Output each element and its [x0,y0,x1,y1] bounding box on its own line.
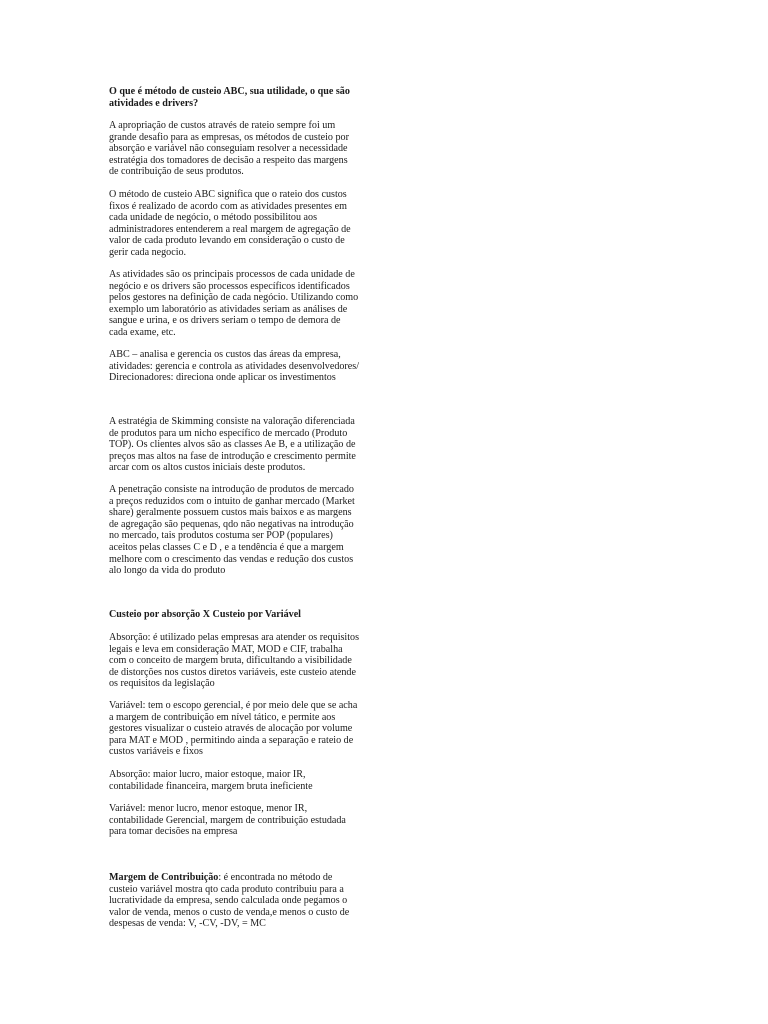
question-heading: O que é método de custeio ABC, sua utilidade, o que são atividades e drivers? [109,86,350,109]
penetration-paragraph: A penetração consiste na introdução de produtos de mercado a preços reduzidos com o intuito de ganhar mercado (Market share) geralmente possuem custos mais baixos e as margens de agregação são pequenas, qdo não negativas na introdução no mercado, tais produtos costuma ser POP (populares) aceitos pelas classes C e D , e a tendência é que a margem melhore com o crescimento das vendas e redução dos custos alo longo da vida do produto [109,484,355,577]
contribution-margin-term: Margem de Contribuição [109,872,219,883]
variable-summary-paragraph: Variável: menor lucro, menor estoque, menor IR, contabilidade Gerencial, margem de contribuição estudada para tomar decisões na empresa [109,803,346,838]
abc-intro-paragraph: A apropriação de custos através de rateio sempre foi um grande desafio para as empresas, os métodos de custeio por absorção e variável não conseguiam resolver a necessidade estratégia dos tomadores de decisão a respeito das margens de contribuição de seus produtos. [109,120,349,178]
skimming-paragraph: A estratégia de Skimming consiste na valoração diferenciada de produtos para um nicho específico de mercado (Produto TOP). Os clientes alvos são as classes Ae B, e a utilização de preços mas altos na fase de introdução e crescimento permite arcar com os altos custos iniciais deste produtos. [109,416,356,474]
abc-method-paragraph: O método de custeio ABC significa que o rateio dos custos fixos é realizado de acordo com as atividades presentes em cada unidade de negócio, o método possibilitou aos administradores entenderem a real margem de agregação de valor de cada produto levando em consideração o custo de gerir cada negocio. [109,189,351,258]
absorption-summary-paragraph: Absorção: maior lucro, maior estoque, maior IR, contabilidade financeira, margem bruta ineficiente [109,769,313,792]
variable-costing-paragraph: Variável: tem o escopo gerencial, é por meio dele que se acha a margem de contribuição em nível tático, e permite aos gestores visualizar o custeio através de alocação por volume para MAT e MOD , permitindo ainda a separação e rateio de custos variáveis e fixos [109,700,358,758]
activities-drivers-paragraph: As atividades são os principais processos de cada unidade de negócio e os drivers são processos específicos identificados pelos gestores na definição de cada negócio. Utilizando como exemplo um laboratório as atividades seriam as análises de sangue e urina, e os drivers seriam o tempo de demora de cada exame, etc. [109,269,359,338]
contribution-margin-paragraph [109,872,371,930]
absorption-costing-paragraph: Absorção: é utilizado pelas empresas ara atender os requisitos legais e leva em consideração MAT, MOD e CIF, trabalha com o conceito de margem bruta, dificultando a visibilidade de distorções nos custos diretos variáveis, este custeio atende os requisitos da legislação [109,632,360,690]
costing-comparison-heading: Custeio por absorção X Custeio por Variável [109,609,301,620]
abc-summary-paragraph: ABC – analisa e gerencia os custos das áreas da empresa, atividades: gerencia e controla as atividades desenvolvedores/ Direcionadores: direciona onde aplicar os investimentos [109,349,360,384]
contribution-margin-definition: : é encontrada no método de custeio variável mostra qto cada produto contribuiu para a lucratividade da empresa, sendo calculada onde pegamos o valor de venda, menos o custo de venda,e menos o custo de despesas de venda: V, -CV, -DV, = MC [109,872,350,930]
